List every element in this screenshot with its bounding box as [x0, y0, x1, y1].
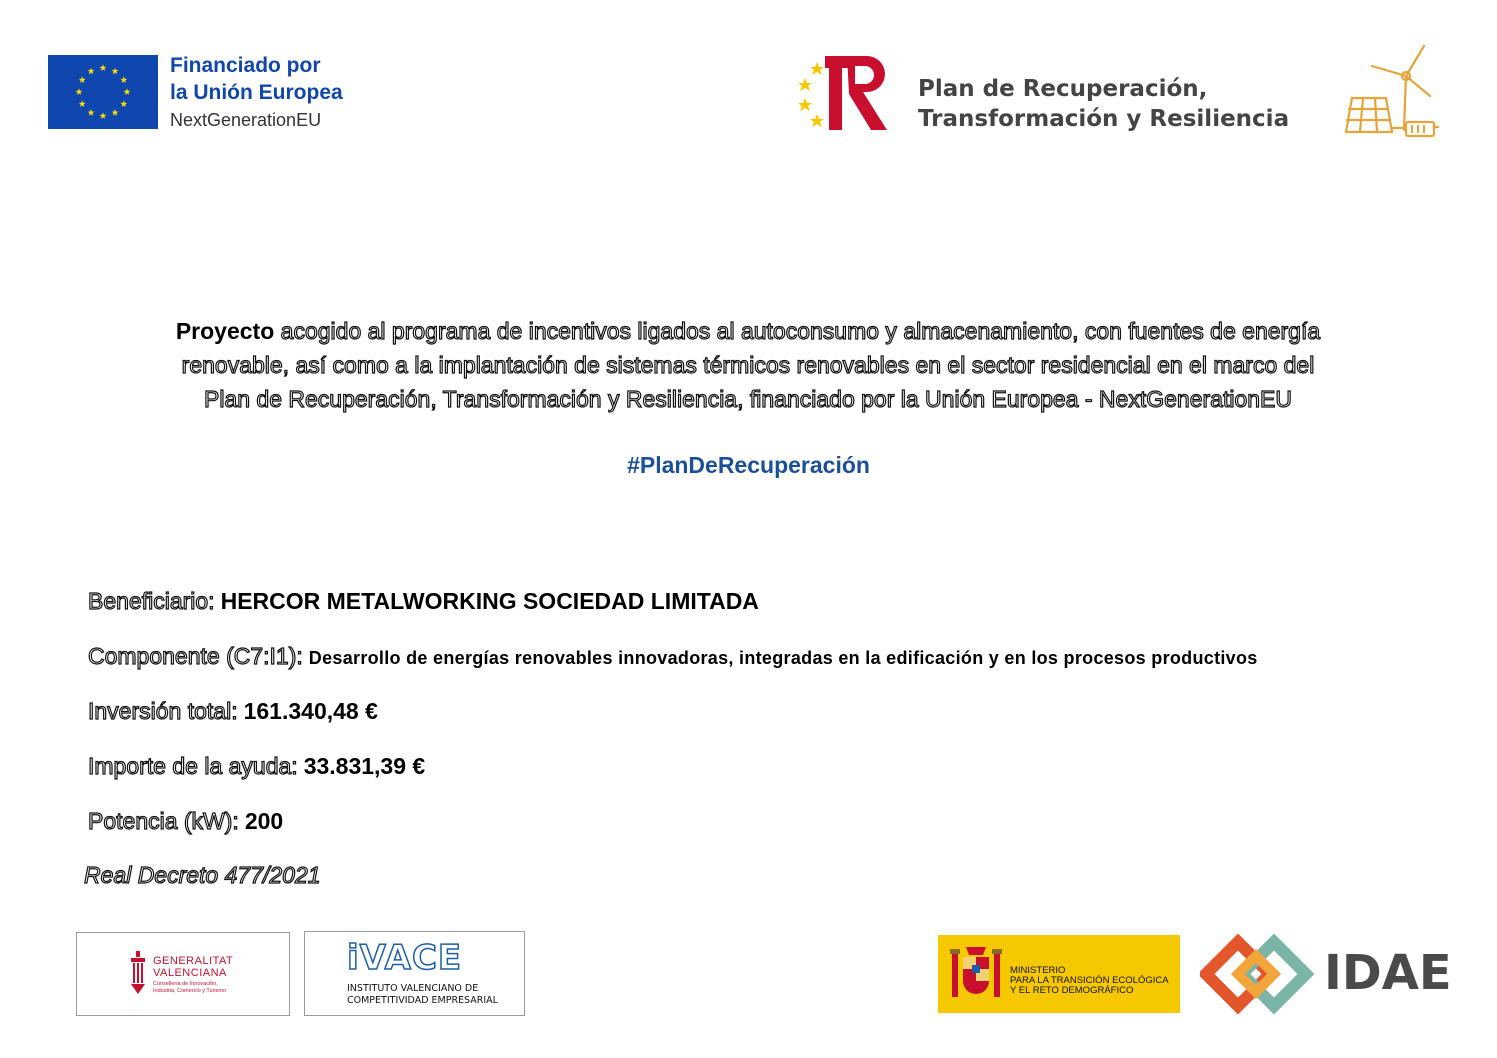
inversion-row [88, 698, 378, 725]
project-lead: Proyecto [175, 318, 275, 344]
eu-star [100, 112, 107, 119]
beneficiario-label: Beneficiario: [88, 588, 215, 614]
project-line-3: Plan de Recuperación, Transformación y Resiliencia, financiado por la Unión Europea - NextGenerationEU [204, 386, 1292, 412]
componente-value: Desarrollo de energías renovables innovadoras, integradas en la edificación y en los procesos productivos [308, 648, 1258, 668]
idae-logo [1200, 932, 1452, 1018]
decree: Real Decreto 477/2021 [84, 862, 321, 888]
gva-line-3: Conselleria de Innovación, [153, 981, 218, 987]
gva-line-2: VALENCIANA [153, 967, 227, 979]
project-line-1-text: acogido al programa de incentivos ligados al autoconsumo y almacenamiento, con fuentes de energía [280, 318, 1321, 344]
eu-star [120, 100, 127, 107]
importe-label: Importe de la ayuda: [88, 753, 298, 779]
gva-crest-icon [127, 951, 149, 995]
gva-line-4: Industria, Comercio y Turismo [153, 988, 227, 994]
eu-star [120, 76, 127, 83]
eu-star [79, 100, 86, 107]
hashtag: #PlanDeRecuperación [627, 452, 870, 478]
eu-star [88, 68, 95, 75]
prtr-line-1: Plan de Recuperación, [918, 76, 1208, 102]
idae-interlock-icon [1200, 934, 1318, 1016]
eu-line-2: la Unión Europea [170, 81, 343, 104]
ivace-line-2: COMPETITIVIDAD EMPRESARIAL [347, 995, 498, 1006]
eu-stars-icon [48, 55, 158, 129]
spain-coat-of-arms-icon [948, 943, 1004, 1005]
project-line-1 [70, 314, 1426, 348]
potencia-row [88, 808, 283, 835]
beneficiario-value: HERCOR METALWORKING SOCIEDAD LIMITADA [220, 588, 759, 614]
prtr-text [918, 74, 1289, 134]
eu-flag [48, 55, 158, 129]
componente-row [88, 643, 1258, 670]
componente-label: Componente (C7:I1): [88, 643, 303, 669]
eu-star [76, 88, 83, 95]
inversion-label: Inversión total: [88, 698, 238, 724]
project-description [70, 314, 1426, 416]
idae-wordmark: IDAE [1324, 945, 1452, 1001]
prtr-line-2: Transformación y Resiliencia [918, 106, 1290, 132]
ministry-line-3: Y EL RETO DEMOGRÁFICO [1010, 985, 1134, 996]
importe-value: 33.831,39 € [303, 753, 426, 779]
importe-row [88, 753, 425, 780]
generalitat-valenciana-logo [76, 932, 290, 1016]
project-line-2: renovable, así como a la implantación de sistemas térmicos renovables en el sector residencial en el marco del [181, 352, 1315, 378]
eu-star [88, 109, 95, 116]
potencia-value: 200 [244, 808, 284, 834]
tr-logo-icon [795, 50, 895, 134]
eu-star [112, 109, 119, 116]
gva-line-1: GENERALITAT [153, 955, 234, 967]
eu-line-3: NextGenerationEU [170, 110, 322, 130]
ministerio-transicion-ecologica-logo [938, 935, 1180, 1013]
ivace-wordmark: iVACE [347, 938, 463, 978]
ministry-line-2: PARA LA TRANSICIÓN ECOLÓGICA [1010, 975, 1169, 986]
inversion-value: 161.340,48 € [243, 698, 378, 724]
prtr-logo [795, 50, 895, 134]
eu-star [79, 76, 86, 83]
eu-star [124, 88, 131, 95]
eu-line-1: Financiado por [170, 54, 321, 77]
potencia-label: Potencia (kW): [88, 808, 239, 834]
wind-solar-battery-icon [1338, 42, 1442, 140]
beneficiario-row [88, 588, 759, 615]
ivace-line-1: INSTITUTO VALENCIANO DE [347, 983, 479, 994]
eu-star [112, 68, 119, 75]
ivace-logo [304, 931, 525, 1016]
eu-star [100, 64, 107, 71]
eu-funding-text [170, 52, 343, 134]
ministry-line-1: MINISTERIO [1010, 965, 1066, 976]
